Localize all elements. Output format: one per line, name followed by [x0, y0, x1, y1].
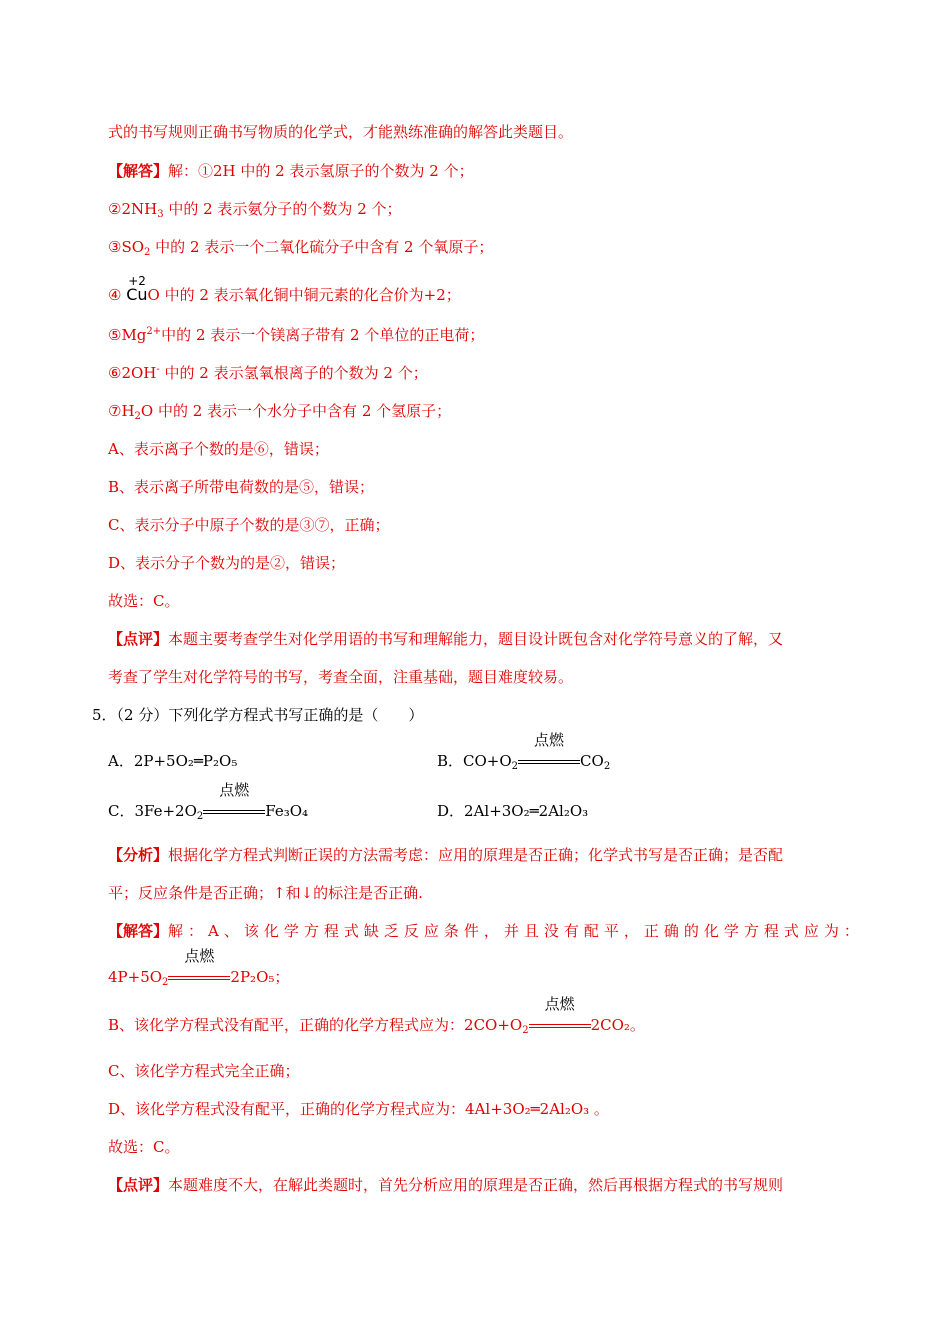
text-line: $4P+5O_2$ 点燃 2P₂O₅；: [108, 947, 290, 988]
text-line: 故选：C。: [108, 1138, 180, 1156]
analysis-line: 【分析】根据化学方程式判断正误的方法需考虑：应用的原理是否正确；化学式书写是否正确；是否配: [108, 846, 784, 864]
option-a: A．2P+5O₂═P₂O₅: [108, 752, 238, 770]
reaction-condition: 点燃: [529, 1014, 591, 1036]
option-c: C．$3Fe+2O_2$ 点燃 Fe₃O₄: [108, 781, 309, 822]
text-line: 平；反应条件是否正确；↑和↓的标注是否正确.: [108, 884, 423, 902]
text-line: ⑥2OH- 中的 2 表示氢氧根离子的个数为 2 个；: [108, 364, 428, 382]
text-line: $⑤Mg^{2+}$中的 2 表示一个镁离子带有 2 个单位的正电荷；: [108, 326, 485, 344]
option-b: B．$CO+O_2$ 点燃 $CO_2$: [437, 731, 611, 772]
reaction-condition: 点燃: [168, 966, 230, 988]
solution-tag: 【解答】: [108, 922, 169, 940]
text-line: C、该化学方程式完全正确；: [108, 1062, 300, 1080]
review-line: 【点评】本题难度不大，在解此类题时，首先分析应用的原理是否正确，然后再根据方程式的书写规则: [108, 1176, 784, 1194]
text-line: A、表示离子个数的是⑥，错误；: [108, 440, 329, 458]
text-line: B、表示离子所带电荷数的是⑤，错误；: [108, 478, 375, 496]
text-line: $③SO_2$ 中的 2 表示一个二氧化硫分子中含有 2 个氧原子；: [108, 238, 494, 258]
review-tag: 【点评】: [108, 630, 169, 648]
valence-symbol: +2 Cu: [126, 274, 148, 304]
question-stem: 5．（2 分）下列化学方程式书写正确的是（ ）: [92, 706, 424, 724]
text-line: C、表示分子中原子个数的是③⑦，正确；: [108, 516, 390, 534]
option-d: D．2Al+3O₂═2Al₂O₃: [437, 802, 589, 820]
text-line: 考查了学生对化学符号的书写，考查全面，注重基础，题目难度较易。: [108, 668, 574, 686]
text-line: $②2NH_3$ 中的 2 表示氨分子的个数为 2 个；: [108, 200, 402, 220]
text-line: 故选：C。: [108, 592, 180, 610]
reaction-condition: 点燃: [518, 750, 580, 772]
text-line: D、表示分子个数为的是②，错误；: [108, 554, 346, 572]
analysis-tag: 【分析】: [108, 846, 169, 864]
text-line: $⑦H_2O$ 中的 2 表示一个水分子中含有 2 个氢原子；: [108, 402, 452, 422]
text-line: 式的书写规则正确书写物质的化学式，才能熟练准确的解答此类题目。: [108, 123, 574, 141]
text-line: ④ +2 CuO 中的 2 表示氧化铜中铜元素的化合价为+2；: [108, 274, 461, 304]
solution-tag: 【解答】: [108, 162, 169, 180]
review-line: 【点评】本题主要考查学生对化学用语的书写和理解能力，题目设计既包含对化学符号意义的了解，又: [108, 630, 784, 648]
text-line: B、该化学方程式没有配平，正确的化学方程式应为：$2CO+O_2$ 点燃 2CO₂。: [108, 995, 645, 1036]
text-line: D、该化学方程式没有配平，正确的化学方程式应为：4Al+3O₂═2Al₂O₃ 。: [108, 1100, 609, 1118]
solution-line: 【解答】解：①2H 中的 2 表示氢原子的个数为 2 个；: [108, 162, 474, 180]
reaction-condition: 点燃: [203, 800, 265, 822]
review-tag: 【点评】: [108, 1176, 169, 1194]
solution-line: 【解答】解：A、该化学方程式缺乏反应条件，并且没有配平，正确的化学方程式应为：: [108, 922, 864, 940]
